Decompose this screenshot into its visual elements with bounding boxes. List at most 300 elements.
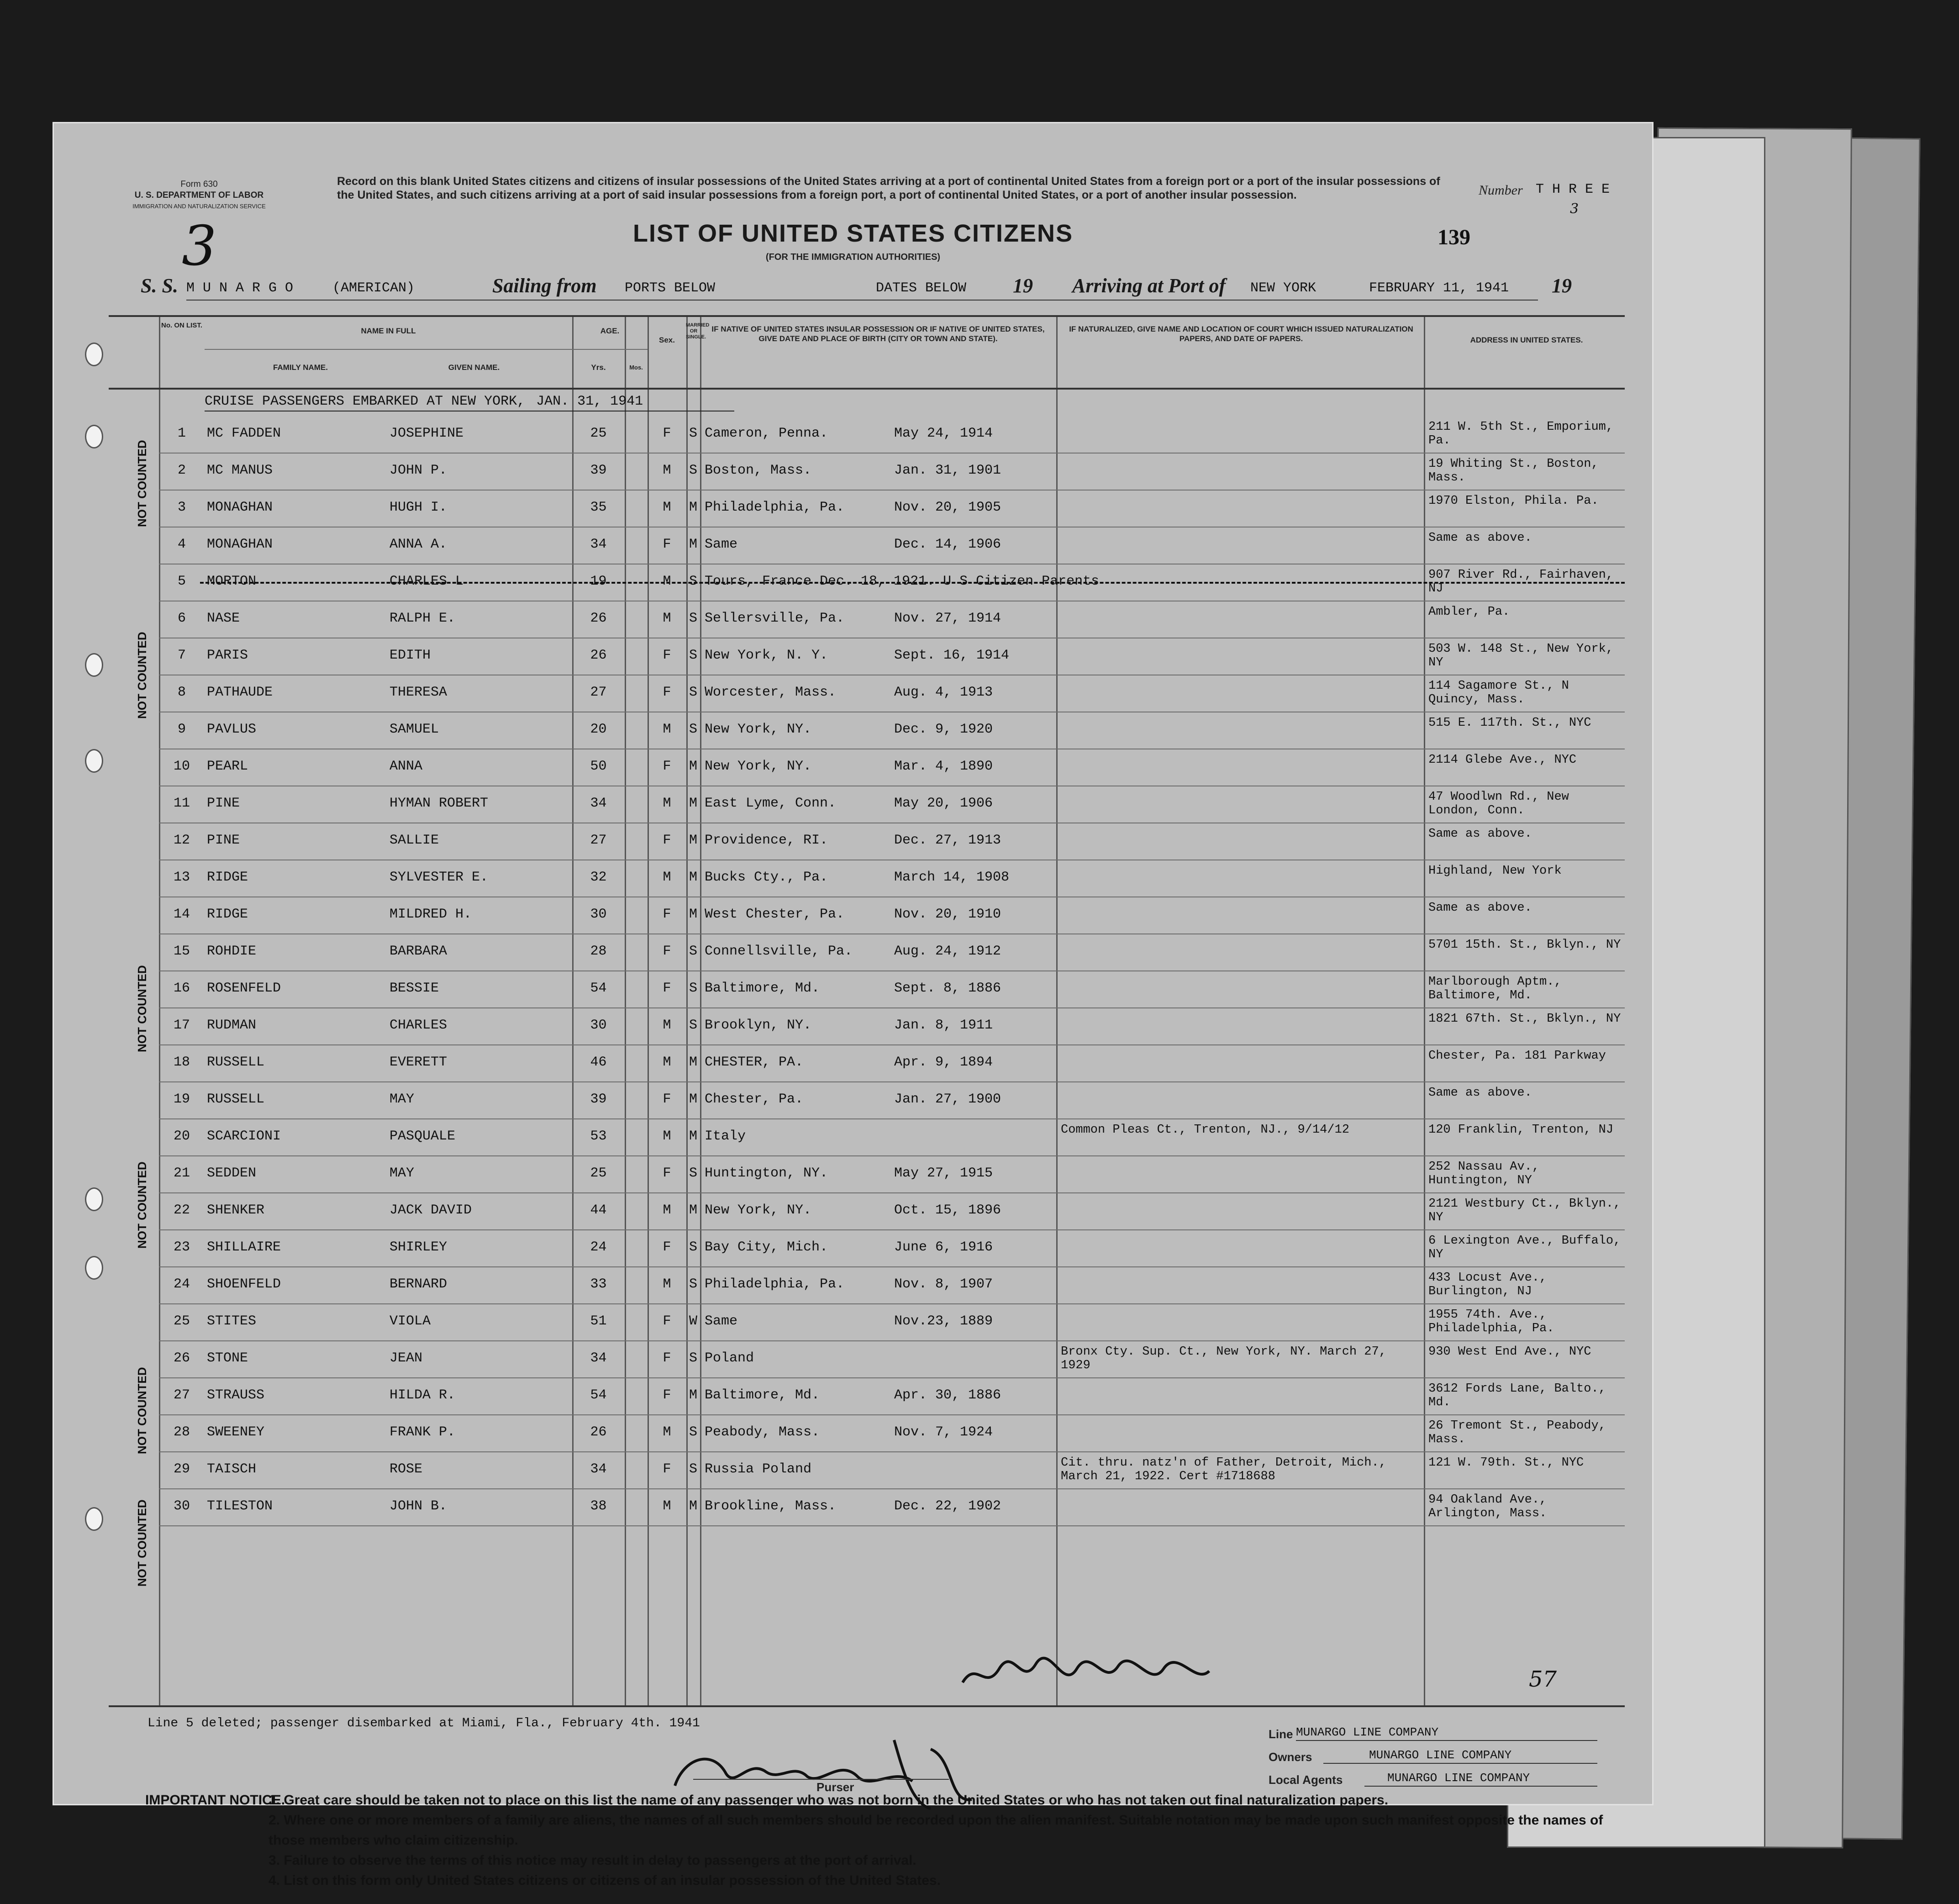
cell-age: 25 — [590, 1166, 607, 1181]
cell-place: Russia Poland — [705, 1461, 812, 1477]
cell-sex: F — [663, 944, 671, 959]
cell-sex: F — [663, 426, 671, 441]
cell-address: 252 Nassau Av., Huntington, NY — [1428, 1160, 1540, 1187]
cell-place: Same — [705, 1313, 738, 1329]
line5-deleted-note: Line 5 deleted; passenger disembarked at Miami, Fla., February 4th. 1941 — [147, 1716, 700, 1730]
table-row — [109, 638, 1625, 675]
cell-sex: M — [663, 1276, 671, 1292]
cell-place: Connellsville, Pa. — [705, 944, 853, 959]
table-row — [109, 564, 1625, 601]
cell-place: Sellersville, Pa. — [705, 611, 845, 626]
cell-sex: M — [663, 722, 671, 737]
cell-sex: F — [663, 907, 671, 922]
cell-age: 32 — [590, 870, 607, 885]
cell-age: 39 — [590, 463, 607, 478]
cell-family: PAVLUS — [207, 722, 257, 737]
cell-date: Jan. 27, 1900 — [894, 1092, 1001, 1107]
cell-date: Jan. 31, 1901 — [894, 463, 1001, 478]
cell-address: 26 Tremont St., Peabody, Mass. — [1428, 1419, 1606, 1446]
purser-label: Purser — [816, 1780, 854, 1794]
table-row — [109, 1193, 1625, 1230]
cell-ms: M — [689, 759, 697, 774]
punch-hole — [85, 343, 103, 366]
cell-no: 11 — [173, 796, 190, 811]
table-row — [109, 1230, 1625, 1267]
cell-address: 6 Lexington Ave., Buffalo, NY — [1428, 1234, 1621, 1261]
cell-given: JOHN P. — [390, 463, 448, 478]
cell-date: Dec. 14, 1906 — [894, 537, 1001, 552]
table-row — [109, 601, 1625, 638]
cell-given: ROSE — [390, 1461, 423, 1477]
page-number: 139 — [1438, 225, 1470, 249]
cell-address: Marlborough Aptm., Baltimore, Md. — [1428, 975, 1562, 1002]
cell-date: Nov. 7, 1924 — [894, 1424, 993, 1440]
cell-address: 19 Whiting St., Boston, Mass. — [1428, 457, 1599, 485]
table-row — [109, 1045, 1625, 1082]
cell-sex: M — [663, 1203, 671, 1218]
manifest-table — [109, 315, 1625, 1707]
cell-age: 51 — [590, 1313, 607, 1329]
department: U. S. DEPARTMENT OF LABOR — [134, 190, 264, 200]
cell-age: 30 — [590, 1018, 607, 1033]
notice-list — [269, 1790, 1611, 1891]
cell-no: 28 — [173, 1424, 190, 1440]
cell-family: SHENKER — [207, 1203, 265, 1218]
cell-place: Providence, RI. — [705, 833, 828, 848]
year-prefix-1: 19 — [1013, 274, 1033, 297]
cell-place: Boston, Mass. — [705, 463, 812, 478]
table-row — [109, 860, 1625, 897]
cell-family: MC FADDEN — [207, 426, 281, 441]
cell-sex: M — [663, 463, 671, 478]
cell-no: 20 — [173, 1129, 190, 1144]
cell-given: SHIRLEY — [390, 1239, 448, 1255]
cell-address: 930 West End Ave., NYC — [1428, 1345, 1591, 1359]
cell-sex: M — [663, 1498, 671, 1514]
cell-family: MONAGHAN — [207, 500, 273, 515]
cell-place: Brookline, Mass. — [705, 1498, 837, 1514]
notice-item: 4. List on this form only United States citizens or citizens of an insular possession of the United States. — [269, 1873, 941, 1888]
cell-given: RALPH E. — [390, 611, 456, 626]
cell-given: JACK DAVID — [390, 1203, 472, 1218]
cell-place: New York, NY. — [705, 759, 812, 774]
sailing-from: PORTS BELOW — [625, 280, 716, 296]
cell-given: MILDRED H. — [390, 907, 472, 922]
punch-hole — [85, 1187, 103, 1211]
cell-given: HYMAN ROBERT — [390, 796, 489, 811]
cell-sex: M — [663, 870, 671, 885]
cell-family: SHOENFELD — [207, 1276, 281, 1292]
cell-age: 50 — [590, 759, 607, 774]
cell-no: 24 — [173, 1276, 190, 1292]
cell-family: STONE — [207, 1350, 248, 1366]
cell-place: New York, NY. — [705, 1203, 812, 1218]
cell-family: SEDDEN — [207, 1166, 257, 1181]
cell-ms: S — [689, 1276, 697, 1292]
table-row — [109, 971, 1625, 1008]
cell-no: 13 — [173, 870, 190, 885]
table-row — [109, 897, 1625, 934]
cell-place: Chester, Pa. — [705, 1092, 804, 1107]
page-title: LIST OF UNITED STATES CITIZENS — [633, 220, 1073, 247]
cell-age: 46 — [590, 1055, 607, 1070]
page-corner-number: 57 — [1529, 1667, 1557, 1692]
header-name-in-full: NAME IN FULL — [361, 327, 416, 335]
cell-sex: M — [663, 1129, 671, 1144]
table-row — [109, 712, 1625, 749]
header-yrs: Yrs. — [591, 363, 606, 372]
page-subtitle: (FOR THE IMMIGRATION AUTHORITIES) — [765, 252, 941, 262]
cell-address: 114 Sagamore St., N Quincy, Mass. — [1428, 679, 1569, 707]
cell-given: SALLIE — [390, 833, 439, 848]
cell-age: 27 — [590, 685, 607, 700]
cell-place: Huntington, NY. — [705, 1166, 828, 1181]
cell-no: 27 — [173, 1387, 190, 1403]
cell-ms: M — [689, 500, 697, 515]
cell-place: Bucks Cty., Pa. — [705, 870, 828, 885]
cell-no: 5 — [177, 574, 186, 589]
cell-no: 1 — [177, 426, 186, 441]
cell-address: 5701 15th. St., Bklyn., NY — [1428, 938, 1621, 952]
not-counted-note: NOT COUNTED — [135, 965, 149, 1052]
cell-family: PATHAUDE — [207, 685, 273, 700]
header-married-single: MARRIED OR SINGLE. — [686, 322, 710, 340]
cell-no: 6 — [177, 611, 186, 626]
cell-address: 2121 Westbury Ct., Bklyn., NY — [1428, 1197, 1621, 1224]
cell-date: May 24, 1914 — [894, 426, 993, 441]
notice-item: 3. Failure to observe the terms of this notice may result in delay to passengers at the port of arrival. — [269, 1853, 916, 1868]
cell-place: Poland — [705, 1350, 754, 1366]
cell-age: 26 — [590, 648, 607, 663]
cell-address: 120 Franklin, Trenton, NJ — [1428, 1123, 1614, 1137]
cell-date: May 20, 1906 — [894, 796, 993, 811]
cell-date: Aug. 24, 1912 — [894, 944, 1001, 959]
cell-given: EVERETT — [390, 1055, 448, 1070]
cell-sex: F — [663, 1387, 671, 1403]
cell-family: SCARCIONI — [207, 1129, 281, 1144]
punch-hole — [85, 1507, 103, 1531]
cell-given: EDITH — [390, 648, 431, 663]
table-row — [109, 1156, 1625, 1193]
cell-sex: M — [663, 796, 671, 811]
cell-ms: M — [689, 907, 697, 922]
cell-ms: S — [689, 1166, 697, 1181]
cell-given: SAMUEL — [390, 722, 439, 737]
cell-sex: F — [663, 1313, 671, 1329]
cell-ms: M — [689, 796, 697, 811]
cell-address: 2114 Glebe Ave., NYC — [1428, 753, 1577, 767]
cell-no: 25 — [173, 1313, 190, 1329]
cell-address: 1970 Elston, Phila. Pa. — [1428, 494, 1599, 508]
cell-place: Baltimore, Md. — [705, 1387, 820, 1403]
arriving-label: Arriving at Port of — [1072, 274, 1226, 297]
cell-given: JOHN B. — [390, 1498, 448, 1514]
table-row — [109, 454, 1625, 491]
cell-given: MAY — [390, 1092, 415, 1107]
cell-given: ANNA — [390, 759, 423, 774]
cell-family: MORTON — [207, 574, 257, 589]
cell-ms: S — [689, 944, 697, 959]
cell-address: 907 River Rd., Fairhaven, NJ — [1428, 568, 1614, 596]
cell-age: 38 — [590, 1498, 607, 1514]
cell-sex: F — [663, 1461, 671, 1477]
manifest-page — [54, 123, 1652, 1888]
cell-place: Same — [705, 537, 738, 552]
number-digit: 3 — [1570, 201, 1579, 217]
cell-no: 2 — [177, 463, 186, 478]
not-counted-note: NOT COUNTED — [135, 440, 149, 527]
cell-nat: Cit. thru. natz'n of Father, Detroit, Mich., March 21, 1922. Cert #1718688 — [1061, 1456, 1386, 1483]
cell-family: RUSSELL — [207, 1055, 265, 1070]
cell-nat: Common Pleas Ct., Trenton, NJ., 9/14/12 — [1061, 1123, 1349, 1137]
punch-hole — [85, 749, 103, 773]
cell-place: Italy — [705, 1129, 746, 1144]
cell-sex: F — [663, 1166, 671, 1181]
form-number: Form 630 — [180, 179, 218, 189]
cell-family: TAISCH — [207, 1461, 257, 1477]
header-no-on-list: No. ON LIST. — [161, 322, 202, 329]
cell-ms: S — [689, 981, 697, 996]
cell-place: East Lyme, Conn. — [705, 796, 837, 811]
owners-value: MUNARGO LINE COMPANY — [1369, 1748, 1512, 1762]
cell-address: Same as above. — [1428, 901, 1532, 915]
table-row — [109, 1119, 1625, 1156]
table-row — [109, 1489, 1625, 1526]
cell-place: Philadelphia, Pa. — [705, 500, 845, 515]
cell-ms: S — [689, 1018, 697, 1033]
table-row — [109, 934, 1625, 971]
cell-date: Nov. 20, 1905 — [894, 500, 1001, 515]
cell-family: PEARL — [207, 759, 248, 774]
cell-family: STITES — [207, 1313, 257, 1329]
cell-no: 8 — [177, 685, 186, 700]
cell-family: TILESTON — [207, 1498, 273, 1514]
cell-ms: M — [689, 1203, 697, 1218]
cell-ms: M — [689, 1129, 697, 1144]
cell-ms: W — [689, 1313, 697, 1329]
notice-title: IMPORTANT NOTICE. — [145, 1793, 285, 1808]
cell-given: BARBARA — [390, 944, 448, 959]
cell-address: 1955 74th. Ave., Philadelphia, Pa. — [1428, 1308, 1554, 1335]
cell-ms: S — [689, 648, 697, 663]
cell-date: Nov. 20, 1910 — [894, 907, 1001, 922]
header-age: AGE. — [600, 327, 620, 335]
cell-given: PASQUALE — [390, 1129, 456, 1144]
cell-family: STRAUSS — [207, 1387, 265, 1403]
table-row — [109, 417, 1625, 454]
number-label: Number — [1479, 183, 1523, 198]
cell-given: FRANK P. — [390, 1424, 456, 1440]
port-name: NEW YORK — [1250, 280, 1317, 296]
cell-age: 19 — [590, 574, 607, 589]
cell-place: Brooklyn, NY. — [705, 1018, 812, 1033]
cell-place: Philadelphia, Pa. — [705, 1276, 845, 1292]
cell-address: Same as above. — [1428, 1086, 1532, 1100]
cell-family: PINE — [207, 796, 240, 811]
cell-ms: S — [689, 722, 697, 737]
punch-hole — [85, 653, 103, 677]
cell-age: 27 — [590, 833, 607, 848]
cell-date: Nov.23, 1889 — [894, 1313, 993, 1329]
cell-ms: S — [689, 1239, 697, 1255]
cell-family: MONAGHAN — [207, 537, 273, 552]
cell-date: Dec. 9, 1920 — [894, 722, 993, 737]
table-row — [109, 1304, 1625, 1341]
header-address: ADDRESS IN UNITED STATES. — [1470, 336, 1583, 344]
cell-sex: F — [663, 1239, 671, 1255]
cruise-line-date: JAN. 31, 1941 — [536, 394, 643, 409]
cell-no: 4 — [177, 537, 186, 552]
cell-age: 34 — [590, 1350, 607, 1366]
cell-age: 26 — [590, 611, 607, 626]
cell-family: RIDGE — [207, 907, 248, 922]
cell-sex: F — [663, 648, 671, 663]
table-row — [109, 1082, 1625, 1119]
table-row — [109, 749, 1625, 786]
cell-ms: S — [689, 685, 697, 700]
cell-age: 26 — [590, 1424, 607, 1440]
table-row — [109, 675, 1625, 712]
cell-no: 9 — [177, 722, 186, 737]
cell-age: 35 — [590, 500, 607, 515]
line-label: Line — [1269, 1727, 1293, 1741]
cell-no: 16 — [173, 981, 190, 996]
cell-place: New York, NY. — [705, 722, 812, 737]
cell-no: 29 — [173, 1461, 190, 1477]
cell-date: June 6, 1916 — [894, 1239, 993, 1255]
cell-date: Jan. 8, 1911 — [894, 1018, 993, 1033]
cell-given: HUGH I. — [390, 500, 448, 515]
cell-ms: M — [689, 1092, 697, 1107]
cell-given: JEAN — [390, 1350, 423, 1366]
cell-family: ROHDIE — [207, 944, 257, 959]
cell-ms: M — [689, 1498, 697, 1514]
ship-nationality: (AMERICAN) — [332, 280, 415, 296]
cell-ms: M — [689, 1387, 697, 1403]
cell-age: 44 — [590, 1203, 607, 1218]
line-value: MUNARGO LINE COMPANY — [1296, 1725, 1439, 1739]
cell-family: NASE — [207, 611, 240, 626]
cell-age: 53 — [590, 1129, 607, 1144]
cell-no: 12 — [173, 833, 190, 848]
cell-no: 21 — [173, 1166, 190, 1181]
cell-age: 20 — [590, 722, 607, 737]
cell-date: May 27, 1915 — [894, 1166, 993, 1181]
cell-no: 23 — [173, 1239, 190, 1255]
cell-sex: M — [663, 611, 671, 626]
cell-date: Dec. 22, 1902 — [894, 1498, 1001, 1514]
cell-given: MAY — [390, 1166, 415, 1181]
arrival-date: FEBRUARY 11, 1941 — [1369, 280, 1509, 296]
cell-place: West Chester, Pa. — [705, 907, 845, 922]
header-naturalized: IF NATURALIZED, GIVE NAME AND LOCATION OF COURT WHICH ISSUED NATURALIZATION PAPERS, AND DATE OF PAPERS. — [1069, 325, 1413, 343]
cell-address: 94 Oakland Ave., Arlington, Mass. — [1428, 1493, 1547, 1520]
cell-ms: S — [689, 1424, 697, 1440]
cell-place: CHESTER, PA. — [705, 1055, 804, 1070]
cell-no: 22 — [173, 1203, 190, 1218]
cell-age: 54 — [590, 981, 607, 996]
deleted-line-strike — [200, 582, 1625, 584]
sailing-dates: DATES BELOW — [876, 280, 967, 296]
cell-address: Highland, New York — [1428, 864, 1562, 878]
handwritten-scrawl — [958, 1651, 1214, 1701]
cell-address: Same as above. — [1428, 531, 1532, 545]
number-value: T H R E E — [1536, 182, 1610, 197]
cell-place: Peabody, Mass. — [705, 1424, 820, 1440]
cell-place: Worcester, Mass. — [705, 685, 837, 700]
service: IMMIGRATION AND NATURALIZATION SERVICE — [132, 203, 266, 210]
cell-family: ROSENFELD — [207, 981, 281, 996]
table-row — [109, 491, 1625, 527]
owners-label: Owners — [1269, 1750, 1312, 1764]
cell-place: New York, N. Y. — [705, 648, 828, 663]
cell-sex: M — [663, 1424, 671, 1440]
cell-date: Apr. 9, 1894 — [894, 1055, 993, 1070]
cell-given: ANNA A. — [390, 537, 448, 552]
cruise-line-text: CRUISE PASSENGERS EMBARKED AT NEW YORK, — [205, 394, 526, 409]
header-birth: IF NATIVE OF UNITED STATES INSULAR POSSESSION OR IF NATIVE OF UNITED STATES, GIVE DATE AND PLACE OF BIRTH (CITY OR TOWN AND STATE). — [711, 325, 1045, 343]
header-given-name: GIVEN NAME. — [448, 363, 500, 372]
year-prefix-2: 19 — [1552, 274, 1572, 297]
cell-age: 34 — [590, 796, 607, 811]
cell-ms: S — [689, 611, 697, 626]
cell-nat: Bronx Cty. Sup. Ct., New York, NY. March 27, 1929 — [1061, 1345, 1386, 1372]
cell-address: 1821 67th. St., Bklyn., NY — [1428, 1012, 1621, 1026]
cell-family: PARIS — [207, 648, 248, 663]
cell-ms: M — [689, 870, 697, 885]
cruise-passengers-line — [205, 394, 1575, 409]
cell-date: Nov. 27, 1914 — [894, 611, 1001, 626]
cell-date: Dec. 27, 1913 — [894, 833, 1001, 848]
cell-family: RUDMAN — [207, 1018, 257, 1033]
not-counted-note: NOT COUNTED — [135, 1367, 149, 1454]
cell-given: SYLVESTER E. — [390, 870, 489, 885]
cell-ms: S — [689, 574, 697, 589]
cell-sex: F — [663, 685, 671, 700]
cell-family: PINE — [207, 833, 240, 848]
punch-hole — [85, 1256, 103, 1280]
cell-no: 3 — [177, 500, 186, 515]
cell-ms: S — [689, 1350, 697, 1366]
not-counted-note: NOT COUNTED — [135, 1499, 149, 1587]
header-family-name: FAMILY NAME. — [273, 363, 328, 372]
form-identity — [108, 179, 290, 212]
sailing-line — [54, 274, 1652, 306]
not-counted-note: NOT COUNTED — [135, 1161, 149, 1249]
cell-date: Mar. 4, 1890 — [894, 759, 993, 774]
cell-no: 17 — [173, 1018, 190, 1033]
agents-value: MUNARGO LINE COMPANY — [1387, 1771, 1530, 1785]
cell-age: 25 — [590, 426, 607, 441]
notice-item: 1. Great care should be taken not to place on this list the name of any passenger who was not born in the United States or who has not taken out final naturalization papers. — [269, 1793, 1389, 1808]
cell-date: Aug. 4, 1913 — [894, 685, 993, 700]
cell-place: Bay City, Mich. — [705, 1239, 828, 1255]
cell-family: RUSSELL — [207, 1092, 265, 1107]
cell-no: 10 — [173, 759, 190, 774]
cell-date: March 14, 1908 — [894, 870, 1010, 885]
cell-place: Cameron, Penna. — [705, 426, 828, 441]
punch-hole — [85, 425, 103, 448]
cell-address: 47 Woodlwn Rd., New London, Conn. — [1428, 790, 1569, 818]
cell-sex: M — [663, 500, 671, 515]
table-row — [109, 527, 1625, 564]
cell-ms: M — [689, 537, 697, 552]
cell-no: 7 — [177, 648, 186, 663]
cell-address: 433 Locust Ave., Burlington, NJ — [1428, 1271, 1547, 1298]
cell-family: SHILLAIRE — [207, 1239, 281, 1255]
cell-given: JOSEPHINE — [390, 426, 464, 441]
table-row — [109, 1378, 1625, 1415]
